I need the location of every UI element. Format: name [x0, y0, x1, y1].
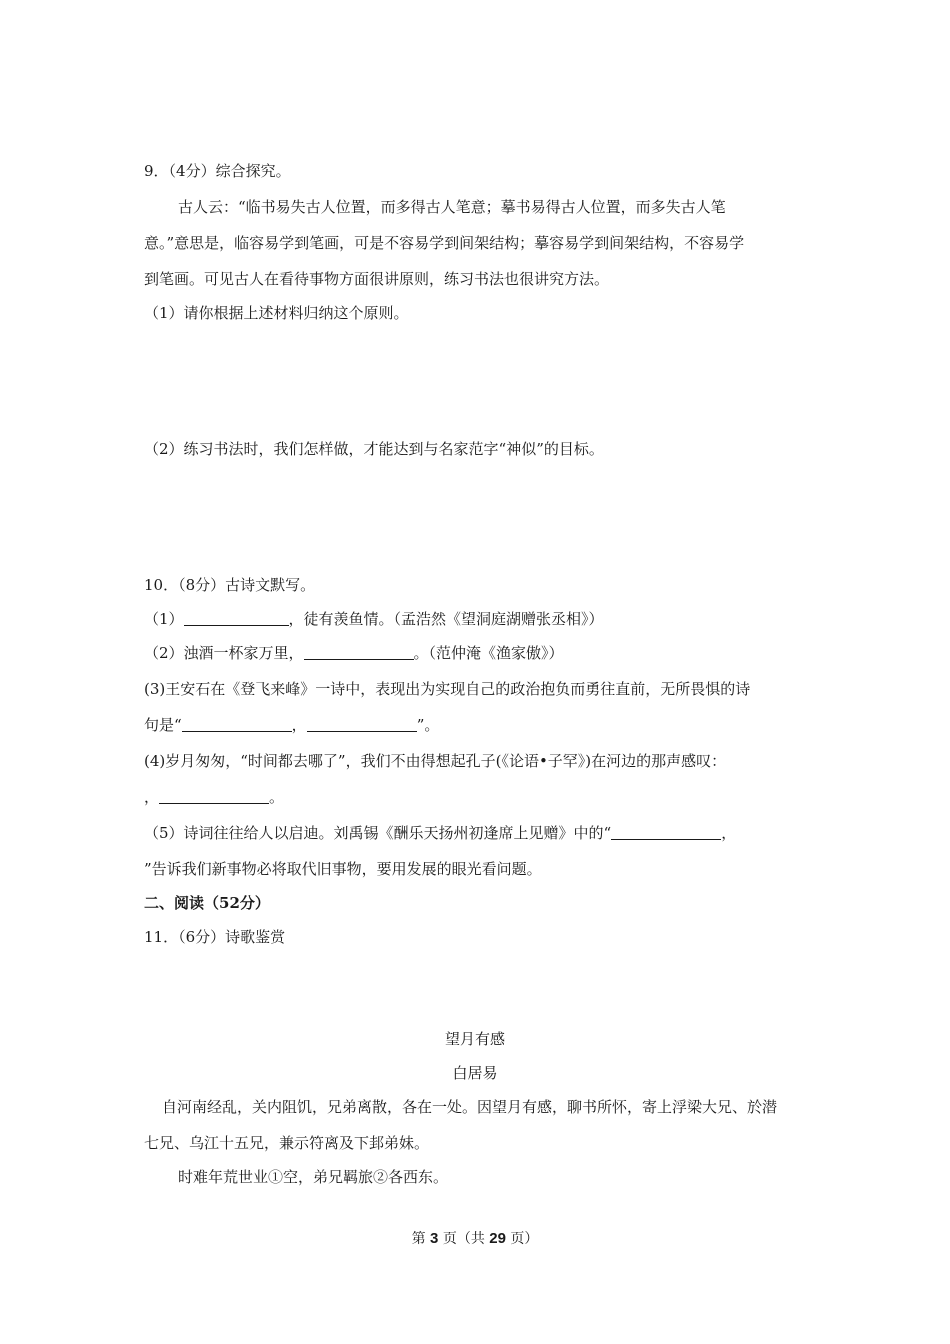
q10-item-1-prefix: （1） — [144, 610, 184, 628]
q10-item-1 — [144, 609, 604, 629]
answer-blank[interactable] — [611, 824, 721, 840]
q10-item-5-suffix: ， — [721, 824, 737, 842]
poem-verse-1: 时难年荒世业①空，弟兄羁旅②各西东。 — [178, 1168, 449, 1186]
q10-item-3-line-2 — [144, 715, 439, 735]
q10-item-4-line-2 — [144, 787, 284, 807]
footer-mid: 页（共 — [442, 1231, 485, 1247]
q10-item-2 — [144, 643, 564, 663]
answer-blank[interactable] — [184, 610, 289, 626]
q9-paragraph-line-3: 到笔画。可见古人在看待事物方面很讲原则，练习书法也很讲究方法。 — [144, 270, 610, 288]
q10-item-4-suffix: 。 — [269, 788, 285, 806]
q10-item-3-suffix: ”。 — [416, 716, 440, 734]
q9-subquestion-2: （2）练习书法时，我们怎样做，才能达到与名家范字“神似”的目标。 — [144, 440, 604, 458]
q11-header: 11．（6分）诗歌鉴赏 — [144, 928, 286, 946]
q10-item-1-suffix: ，徒有羡鱼情。（孟浩然《望洞庭湖赠张丞相》） — [288, 610, 604, 628]
q10-item-3-prefix: 句是“ — [144, 716, 182, 734]
q10-item-4-prefix: ， — [144, 788, 160, 806]
footer-page-number: 3 — [430, 1230, 439, 1247]
footer-suffix: 页） — [510, 1231, 539, 1247]
q10-item-5-line-2: ”告诉我们新事物必将取代旧事物，要用发展的眼光看问题。 — [144, 860, 542, 878]
q9-paragraph-line-2: 意。”意思是，临容易学到笔画，可是不容易学到间架结构；摹容易学到间架结构，不容易学 — [144, 234, 745, 252]
q10-item-5-prefix: （5）诗词往往给人以启迪。刘禹锡《酬乐天扬州初逢席上见赠》中的“ — [144, 824, 612, 842]
poem-preface-line-1: 自河南经乱，关内阻饥，兄弟离散，各在一处。因望月有感，聊书所怀，寄上浮梁大兄、於潜 — [162, 1098, 778, 1116]
q10-item-5-line-1 — [144, 823, 736, 843]
q9-header: 9．（4分）综合探究。 — [144, 162, 291, 180]
q10-item-3-line-1: (3)王安石在《登飞来峰》一诗中，表现出为实现自己的政治抱负而勇往直前，无所畏惧的诗 — [144, 680, 751, 698]
page-footer — [0, 1229, 950, 1249]
q9-subquestion-1: （1）请你根据上述材料归纳这个原则。 — [144, 304, 409, 322]
poem-author: 白居易 — [452, 1064, 498, 1082]
q10-item-3-mid: ， — [291, 716, 307, 734]
answer-blank[interactable] — [307, 716, 417, 732]
q9-paragraph-line-1: 古人云：“临书易失古人位置，而多得古人笔意；摹书易得古人位置，而多失古人笔 — [178, 198, 726, 216]
section-title-reading: 二、阅读（52分） — [144, 894, 270, 912]
q10-item-2-suffix: 。（范仲淹《渔家傲》） — [413, 644, 564, 662]
answer-blank[interactable] — [159, 788, 269, 804]
q10-header: 10．（8分）古诗文默写。 — [144, 576, 316, 594]
q10-item-4-line-1: (4)岁月匆匆，“时间都去哪了”，我们不由得想起孔子(《论语•子罕》)在河边的那声感叹： — [144, 752, 727, 770]
poem-title: 望月有感 — [444, 1030, 505, 1048]
q10-item-2-prefix: （2）浊酒一杯家万里， — [144, 644, 304, 662]
answer-blank[interactable] — [304, 644, 414, 660]
footer-prefix: 第 — [411, 1231, 426, 1247]
footer-total-pages: 29 — [489, 1230, 506, 1247]
poem-preface-line-2: 七兄、乌江十五兄，兼示符离及下邽弟妹。 — [144, 1134, 430, 1152]
answer-blank[interactable] — [182, 716, 292, 732]
